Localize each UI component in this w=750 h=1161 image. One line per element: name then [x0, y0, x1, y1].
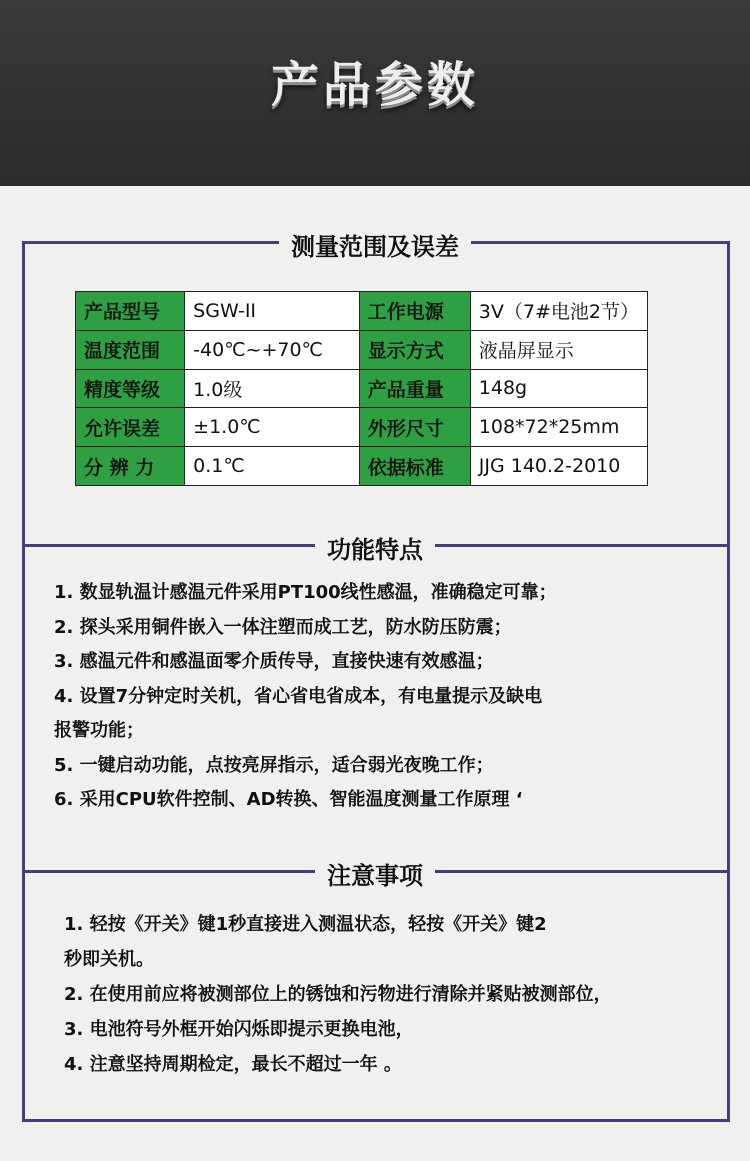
- section-title-features: 功能特点: [0, 530, 750, 565]
- param-label: 允许误差: [76, 408, 185, 447]
- param-value: 1.0级: [185, 369, 360, 408]
- page-title: 产品参数: [270, 57, 479, 113]
- table-row: [76, 292, 648, 331]
- param-label: 依据标准: [359, 447, 470, 486]
- table-row: [76, 447, 648, 486]
- param-value: 148g: [470, 369, 647, 408]
- table-row: [76, 408, 648, 447]
- list-item: 2. 在使用前应将被测部位上的锈蚀和污物进行清除并紧贴被测部位，: [64, 984, 612, 1005]
- features-list: [54, 576, 714, 818]
- param-value: 3V（7#电池2节）: [470, 292, 647, 331]
- table-row: [76, 330, 648, 369]
- list-item: 报警功能；: [54, 720, 144, 741]
- param-label: 显示方式: [359, 330, 470, 369]
- list-item: 4. 注意坚持周期检定，最长不超过一年 。: [64, 1054, 402, 1075]
- param-label: 温度范围: [76, 330, 185, 369]
- section-title-range: 测量范围及误差: [0, 227, 750, 262]
- table-row: [76, 369, 648, 408]
- param-label: 外形尺寸: [359, 408, 470, 447]
- list-item: 1. 轻按《开关》键1秒直接进入测温状态，轻按《开关》键2: [64, 914, 547, 935]
- param-value: -40℃~+70℃: [185, 330, 360, 369]
- list-item: 6. 采用CPU软件控制、AD转换、智能温度测量工作原理 ‘: [54, 789, 523, 810]
- param-label: 产品重量: [359, 369, 470, 408]
- param-label: 产品型号: [76, 292, 185, 331]
- list-item: 1. 数显轨温计感温元件采用PT100线性感温，准确稳定可靠；: [54, 582, 557, 603]
- divider: [22, 1119, 730, 1122]
- param-value: JJG 140.2-2010: [470, 447, 647, 486]
- notes-list: [64, 907, 714, 1082]
- list-item: 2. 探头采用铜件嵌入一体注塑而成工艺，防水防压防震；: [54, 616, 512, 638]
- param-label: 精度等级: [76, 369, 185, 408]
- list-item: 3. 电池符号外框开始闪烁即提示更换电池，: [64, 1019, 414, 1040]
- param-label: 工作电源: [359, 292, 470, 331]
- param-value: SGW-II: [185, 292, 360, 331]
- param-value: 液晶屏显示: [470, 330, 647, 369]
- param-value: 0.1℃: [185, 447, 360, 486]
- header-banner: [0, 0, 750, 186]
- list-item: 3. 感温元件和感温面零介质传导，直接快速有效感温；: [54, 651, 494, 672]
- section-title-notes: 注意事项: [0, 856, 750, 891]
- params-table: [75, 291, 648, 486]
- list-item: 5. 一键启动功能，点按亮屏指示，适合弱光夜晚工作；: [54, 754, 494, 776]
- list-item: 4. 设置7分钟定时关机，省心省电省成本，有电量提示及缺电: [54, 685, 543, 707]
- param-value: 108*72*25mm: [470, 408, 647, 447]
- param-value: ±1.0℃: [185, 408, 360, 447]
- param-label: 分 辨 力: [76, 447, 185, 486]
- list-item: 秒即关机。: [64, 949, 154, 970]
